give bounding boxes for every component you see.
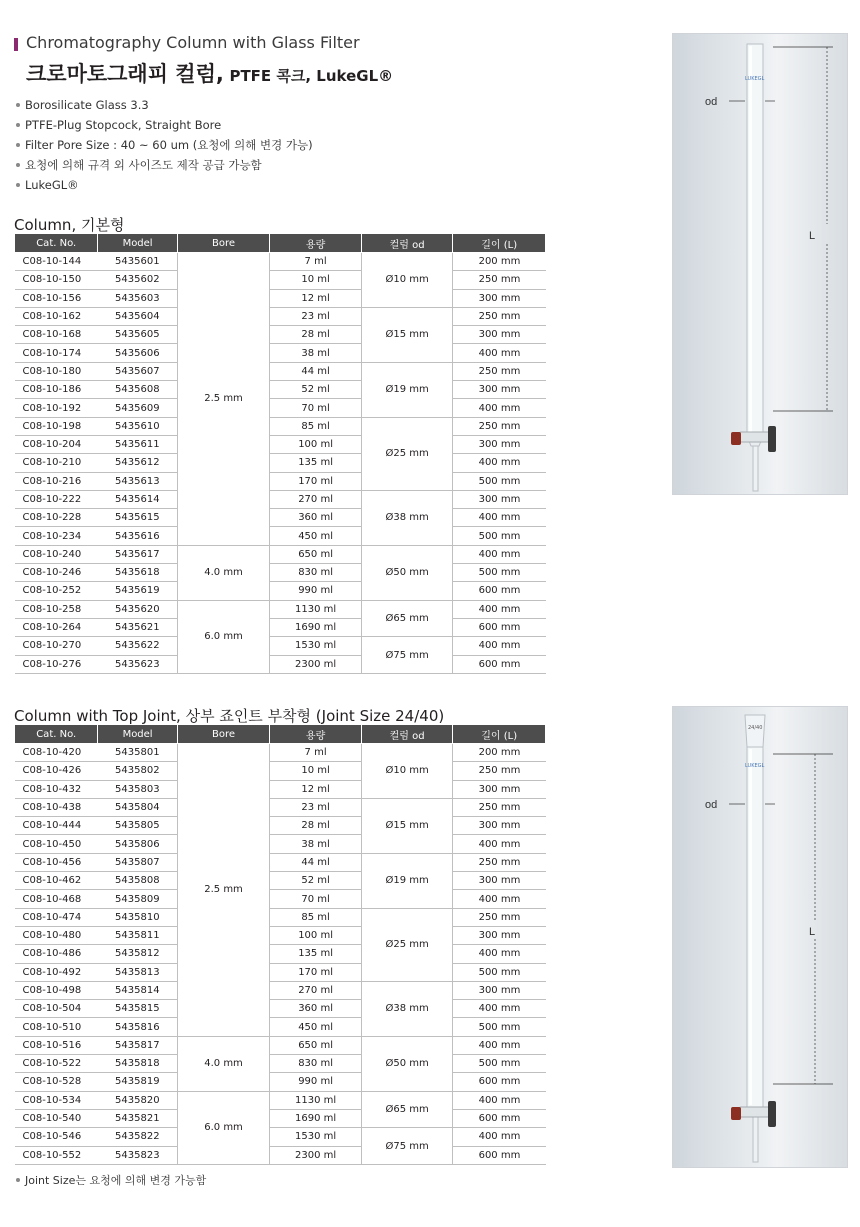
length-cell: 250 mm [453,908,546,926]
table-row [15,981,546,999]
model-cell: 5435607 [98,362,177,380]
title-accent-bar [14,38,18,51]
column-header: 길이 (L) [453,234,546,253]
volume-cell: 1530 ml [270,1128,362,1146]
table-row [15,381,546,399]
table-row [15,399,546,417]
table-row [15,509,546,527]
length-cell: 400 mm [453,1091,546,1109]
cat-no-cell: C08-10-504 [15,1000,98,1018]
model-cell: 5435807 [98,853,177,871]
spec-table-basic [14,233,546,674]
svg-text:24/40: 24/40 [748,725,763,731]
model-cell: 5435601 [98,253,177,271]
volume-cell: 85 ml [270,908,362,926]
title-korean-main: 크로마토그래피 컬럼, [26,62,224,86]
section-title-top-joint: Column with Top Joint, 상부 죠인트 부착형 (Joint Size 24/40) [14,707,445,725]
volume-cell: 44 ml [270,362,362,380]
model-cell: 5435603 [98,289,177,307]
model-cell: 5435611 [98,435,177,453]
volume-cell: 85 ml [270,417,362,435]
feature-item: Borosilicate Glass 3.3 [14,95,313,115]
column-illustration-top-joint [673,707,847,1167]
length-cell: 600 mm [453,1146,546,1164]
length-cell: 300 mm [453,926,546,944]
model-cell: 5435818 [98,1055,177,1073]
column-header: Model [98,234,177,253]
bullet-icon [16,103,20,107]
length-cell: 600 mm [453,582,546,600]
cat-no-cell: C08-10-150 [15,271,98,289]
model-cell: 5435813 [98,963,177,981]
volume-cell: 23 ml [270,798,362,816]
table-row [15,1018,546,1036]
column-header: Cat. No. [15,234,98,253]
length-cell: 500 mm [453,472,546,490]
model-cell: 5435605 [98,326,177,344]
length-cell: 250 mm [453,271,546,289]
volume-cell: 990 ml [270,582,362,600]
table-row [15,744,546,762]
table-row [15,600,546,618]
cat-no-cell: C08-10-192 [15,399,98,417]
column-header: Cat. No. [15,725,98,744]
model-cell: 5435609 [98,399,177,417]
volume-cell: 360 ml [270,509,362,527]
table-row [15,326,546,344]
cat-no-cell: C08-10-216 [15,472,98,490]
volume-cell: 650 ml [270,545,362,563]
length-cell: 250 mm [453,798,546,816]
column-header: 컬럼 od [361,725,453,744]
volume-cell: 360 ml [270,1000,362,1018]
model-cell: 5435801 [98,744,177,762]
volume-cell: 270 ml [270,490,362,508]
table-row [15,344,546,362]
length-cell: 500 mm [453,527,546,545]
bullet-icon [16,163,20,167]
column-header: Bore [177,234,270,253]
length-cell: 400 mm [453,399,546,417]
bullet-icon [16,123,20,127]
od-cell: Ø25 mm [361,417,453,490]
model-cell: 5435823 [98,1146,177,1164]
length-cell: 500 mm [453,1018,546,1036]
od-label: od [705,799,718,811]
cat-no-cell: C08-10-540 [15,1109,98,1127]
cat-no-cell: C08-10-264 [15,618,98,636]
model-cell: 5435620 [98,600,177,618]
volume-cell: 12 ml [270,289,362,307]
model-cell: 5435811 [98,926,177,944]
length-cell: 400 mm [453,545,546,563]
cat-no-cell: C08-10-276 [15,655,98,673]
length-cell: 200 mm [453,253,546,271]
table-row [15,1036,546,1054]
table-row [15,908,546,926]
od-cell: Ø65 mm [361,1091,453,1128]
cat-no-cell: C08-10-156 [15,289,98,307]
cat-no-cell: C08-10-168 [15,326,98,344]
cat-no-cell: C08-10-552 [15,1146,98,1164]
volume-cell: 1130 ml [270,600,362,618]
model-cell: 5435612 [98,454,177,472]
volume-cell: 10 ml [270,762,362,780]
bore-cell: 4.0 mm [177,1036,270,1091]
cat-no-cell: C08-10-222 [15,490,98,508]
volume-cell: 450 ml [270,1018,362,1036]
bore-cell: 6.0 mm [177,600,270,673]
volume-cell: 7 ml [270,744,362,762]
table-row [15,798,546,816]
table-row [15,890,546,908]
length-label: L [809,230,816,242]
cat-no-cell: C08-10-270 [15,637,98,655]
cat-no-cell: C08-10-258 [15,600,98,618]
model-cell: 5435815 [98,1000,177,1018]
cat-no-cell: C08-10-516 [15,1036,98,1054]
feature-item: LukeGL® [14,175,313,195]
volume-cell: 1530 ml [270,637,362,655]
model-cell: 5435808 [98,872,177,890]
cat-no-cell: C08-10-522 [15,1055,98,1073]
od-cell: Ø50 mm [361,545,453,600]
length-cell: 250 mm [453,417,546,435]
table-row [15,1055,546,1073]
bullet-icon [16,183,20,187]
od-cell: Ø25 mm [361,908,453,981]
model-cell: 5435812 [98,945,177,963]
volume-cell: 23 ml [270,307,362,325]
length-cell: 500 mm [453,1055,546,1073]
cat-no-cell: C08-10-432 [15,780,98,798]
cat-no-cell: C08-10-480 [15,926,98,944]
cat-no-cell: C08-10-492 [15,963,98,981]
cat-no-cell: C08-10-180 [15,362,98,380]
volume-cell: 2300 ml [270,1146,362,1164]
length-cell: 400 mm [453,637,546,655]
title-korean-suffix: PTFE 콕크, LukeGL® [229,67,394,85]
section-title-basic: Column, 기본형 [14,216,125,234]
table-row [15,564,546,582]
volume-cell: 1690 ml [270,1109,362,1127]
volume-cell: 270 ml [270,981,362,999]
length-cell: 300 mm [453,981,546,999]
cat-no-cell: C08-10-510 [15,1018,98,1036]
cat-no-cell: C08-10-498 [15,981,98,999]
model-cell: 5435623 [98,655,177,673]
model-cell: 5435604 [98,307,177,325]
model-cell: 5435803 [98,780,177,798]
length-cell: 600 mm [453,1109,546,1127]
volume-cell: 38 ml [270,344,362,362]
svg-text:LUKEGL: LUKEGL [745,763,765,769]
table-row [15,582,546,600]
table-row [15,1091,546,1109]
table-row [15,872,546,890]
table-row [15,618,546,636]
table-row [15,1146,546,1164]
cat-no-cell: C08-10-144 [15,253,98,271]
od-cell: Ø10 mm [361,744,453,799]
volume-cell: 650 ml [270,1036,362,1054]
volume-cell: 1130 ml [270,1091,362,1109]
od-cell: Ø38 mm [361,981,453,1036]
volume-cell: 1690 ml [270,618,362,636]
model-cell: 5435614 [98,490,177,508]
length-cell: 600 mm [453,655,546,673]
table-row [15,1128,546,1146]
cat-no-cell: C08-10-486 [15,945,98,963]
table-row [15,472,546,490]
table-row [15,655,546,673]
cat-no-cell: C08-10-426 [15,762,98,780]
model-cell: 5435820 [98,1091,177,1109]
table-row [15,637,546,655]
cat-no-cell: C08-10-228 [15,509,98,527]
length-cell: 400 mm [453,600,546,618]
cat-no-cell: C08-10-444 [15,817,98,835]
volume-cell: 830 ml [270,1055,362,1073]
model-cell: 5435610 [98,417,177,435]
model-cell: 5435821 [98,1109,177,1127]
model-cell: 5435810 [98,908,177,926]
length-cell: 500 mm [453,564,546,582]
model-cell: 5435817 [98,1036,177,1054]
cat-no-cell: C08-10-198 [15,417,98,435]
table-row [15,835,546,853]
volume-cell: 12 ml [270,780,362,798]
model-cell: 5435608 [98,381,177,399]
model-cell: 5435617 [98,545,177,563]
volume-cell: 44 ml [270,853,362,871]
table-row [15,490,546,508]
bore-cell: 2.5 mm [177,744,270,1037]
cat-no-cell: C08-10-186 [15,381,98,399]
volume-cell: 70 ml [270,890,362,908]
length-cell: 400 mm [453,1000,546,1018]
column-illustration-basic [673,34,847,494]
joint-size-note: Joint Size는 요청에 의해 변경 가능함 [14,1172,206,1188]
od-cell: Ø50 mm [361,1036,453,1091]
volume-cell: 100 ml [270,926,362,944]
model-cell: 5435804 [98,798,177,816]
length-cell: 400 mm [453,835,546,853]
model-cell: 5435814 [98,981,177,999]
cat-no-cell: C08-10-534 [15,1091,98,1109]
length-cell: 400 mm [453,1036,546,1054]
length-cell: 300 mm [453,872,546,890]
table-row [15,945,546,963]
length-cell: 300 mm [453,817,546,835]
length-cell: 300 mm [453,326,546,344]
model-cell: 5435806 [98,835,177,853]
model-cell: 5435816 [98,1018,177,1036]
table-row [15,1073,546,1091]
table-row [15,417,546,435]
length-cell: 200 mm [453,744,546,762]
column-header: 용량 [270,725,362,744]
volume-cell: 7 ml [270,253,362,271]
volume-cell: 52 ml [270,381,362,399]
table-row [15,545,546,563]
cat-no-cell: C08-10-468 [15,890,98,908]
column-header: Bore [177,725,270,744]
length-cell: 300 mm [453,490,546,508]
volume-cell: 990 ml [270,1073,362,1091]
volume-cell: 28 ml [270,326,362,344]
table-row [15,1000,546,1018]
od-cell: Ø75 mm [361,1128,453,1165]
volume-cell: 70 ml [270,399,362,417]
feature-item: 요청에 의해 규격 외 사이즈도 제작 공급 가능함 [14,155,313,175]
bore-cell: 2.5 mm [177,253,270,546]
column-header: 용량 [270,234,362,253]
volume-cell: 52 ml [270,872,362,890]
table-row [15,527,546,545]
table-row [15,853,546,871]
od-cell: Ø15 mm [361,798,453,853]
volume-cell: 170 ml [270,472,362,490]
model-cell: 5435621 [98,618,177,636]
length-cell: 600 mm [453,1073,546,1091]
length-cell: 600 mm [453,618,546,636]
model-cell: 5435622 [98,637,177,655]
cat-no-cell: C08-10-204 [15,435,98,453]
column-photo-top-joint [672,706,848,1168]
column-header: 길이 (L) [453,725,546,744]
bullet-icon [16,143,20,147]
model-cell: 5435619 [98,582,177,600]
cat-no-cell: C08-10-234 [15,527,98,545]
table-row [15,435,546,453]
model-cell: 5435618 [98,564,177,582]
length-cell: 300 mm [453,381,546,399]
model-cell: 5435805 [98,817,177,835]
volume-cell: 28 ml [270,817,362,835]
model-cell: 5435616 [98,527,177,545]
od-cell: Ø38 mm [361,490,453,545]
table-row [15,926,546,944]
bore-cell: 6.0 mm [177,1091,270,1164]
od-cell: Ø19 mm [361,362,453,417]
length-cell: 250 mm [453,762,546,780]
cat-no-cell: C08-10-420 [15,744,98,762]
length-cell: 400 mm [453,890,546,908]
volume-cell: 38 ml [270,835,362,853]
length-cell: 300 mm [453,435,546,453]
table-row [15,362,546,380]
od-cell: Ø15 mm [361,307,453,362]
cat-no-cell: C08-10-546 [15,1128,98,1146]
table-row [15,762,546,780]
table-row [15,817,546,835]
volume-cell: 135 ml [270,454,362,472]
bore-cell: 4.0 mm [177,545,270,600]
volume-cell: 450 ml [270,527,362,545]
od-label: od [705,96,718,108]
cat-no-cell: C08-10-438 [15,798,98,816]
length-label: L [809,926,816,938]
model-cell: 5435819 [98,1073,177,1091]
page-title-english: Chromatography Column with Glass Filter [26,33,360,52]
length-cell: 400 mm [453,454,546,472]
table-row [15,289,546,307]
model-cell: 5435615 [98,509,177,527]
volume-cell: 135 ml [270,945,362,963]
column-photo-basic [672,33,848,495]
od-cell: Ø10 mm [361,253,453,308]
cat-no-cell: C08-10-462 [15,872,98,890]
volume-cell: 2300 ml [270,655,362,673]
page-title-korean [26,58,393,88]
table-row [15,271,546,289]
model-cell: 5435809 [98,890,177,908]
volume-cell: 100 ml [270,435,362,453]
cat-no-cell: C08-10-240 [15,545,98,563]
length-cell: 300 mm [453,780,546,798]
od-cell: Ø19 mm [361,853,453,908]
feature-item: PTFE-Plug Stopcock, Straight Bore [14,115,313,135]
length-cell: 400 mm [453,344,546,362]
feature-item: Filter Pore Size : 40 ~ 60 um (요청에 의해 변경 가능) [14,135,313,155]
feature-list [14,95,313,195]
length-cell: 300 mm [453,289,546,307]
model-cell: 5435613 [98,472,177,490]
cat-no-cell: C08-10-456 [15,853,98,871]
length-cell: 400 mm [453,509,546,527]
cat-no-cell: C08-10-246 [15,564,98,582]
length-cell: 400 mm [453,1128,546,1146]
column-header: 컬럼 od [361,234,453,253]
cat-no-cell: C08-10-474 [15,908,98,926]
cat-no-cell: C08-10-528 [15,1073,98,1091]
cat-no-cell: C08-10-210 [15,454,98,472]
length-cell: 250 mm [453,362,546,380]
table-row [15,454,546,472]
table-row [15,780,546,798]
length-cell: 250 mm [453,307,546,325]
cat-no-cell: C08-10-252 [15,582,98,600]
table-row [15,963,546,981]
spec-table-top-joint [14,724,546,1165]
model-cell: 5435602 [98,271,177,289]
length-cell: 250 mm [453,853,546,871]
volume-cell: 170 ml [270,963,362,981]
volume-cell: 10 ml [270,271,362,289]
od-cell: Ø65 mm [361,600,453,637]
volume-cell: 830 ml [270,564,362,582]
model-cell: 5435802 [98,762,177,780]
column-header: Model [98,725,177,744]
table-row [15,253,546,271]
length-cell: 400 mm [453,945,546,963]
table-row [15,1109,546,1127]
length-cell: 500 mm [453,963,546,981]
cat-no-cell: C08-10-174 [15,344,98,362]
table-row [15,307,546,325]
cat-no-cell: C08-10-450 [15,835,98,853]
cat-no-cell: C08-10-162 [15,307,98,325]
svg-text:LUKEGL: LUKEGL [745,76,765,82]
model-cell: 5435606 [98,344,177,362]
model-cell: 5435822 [98,1128,177,1146]
od-cell: Ø75 mm [361,637,453,674]
